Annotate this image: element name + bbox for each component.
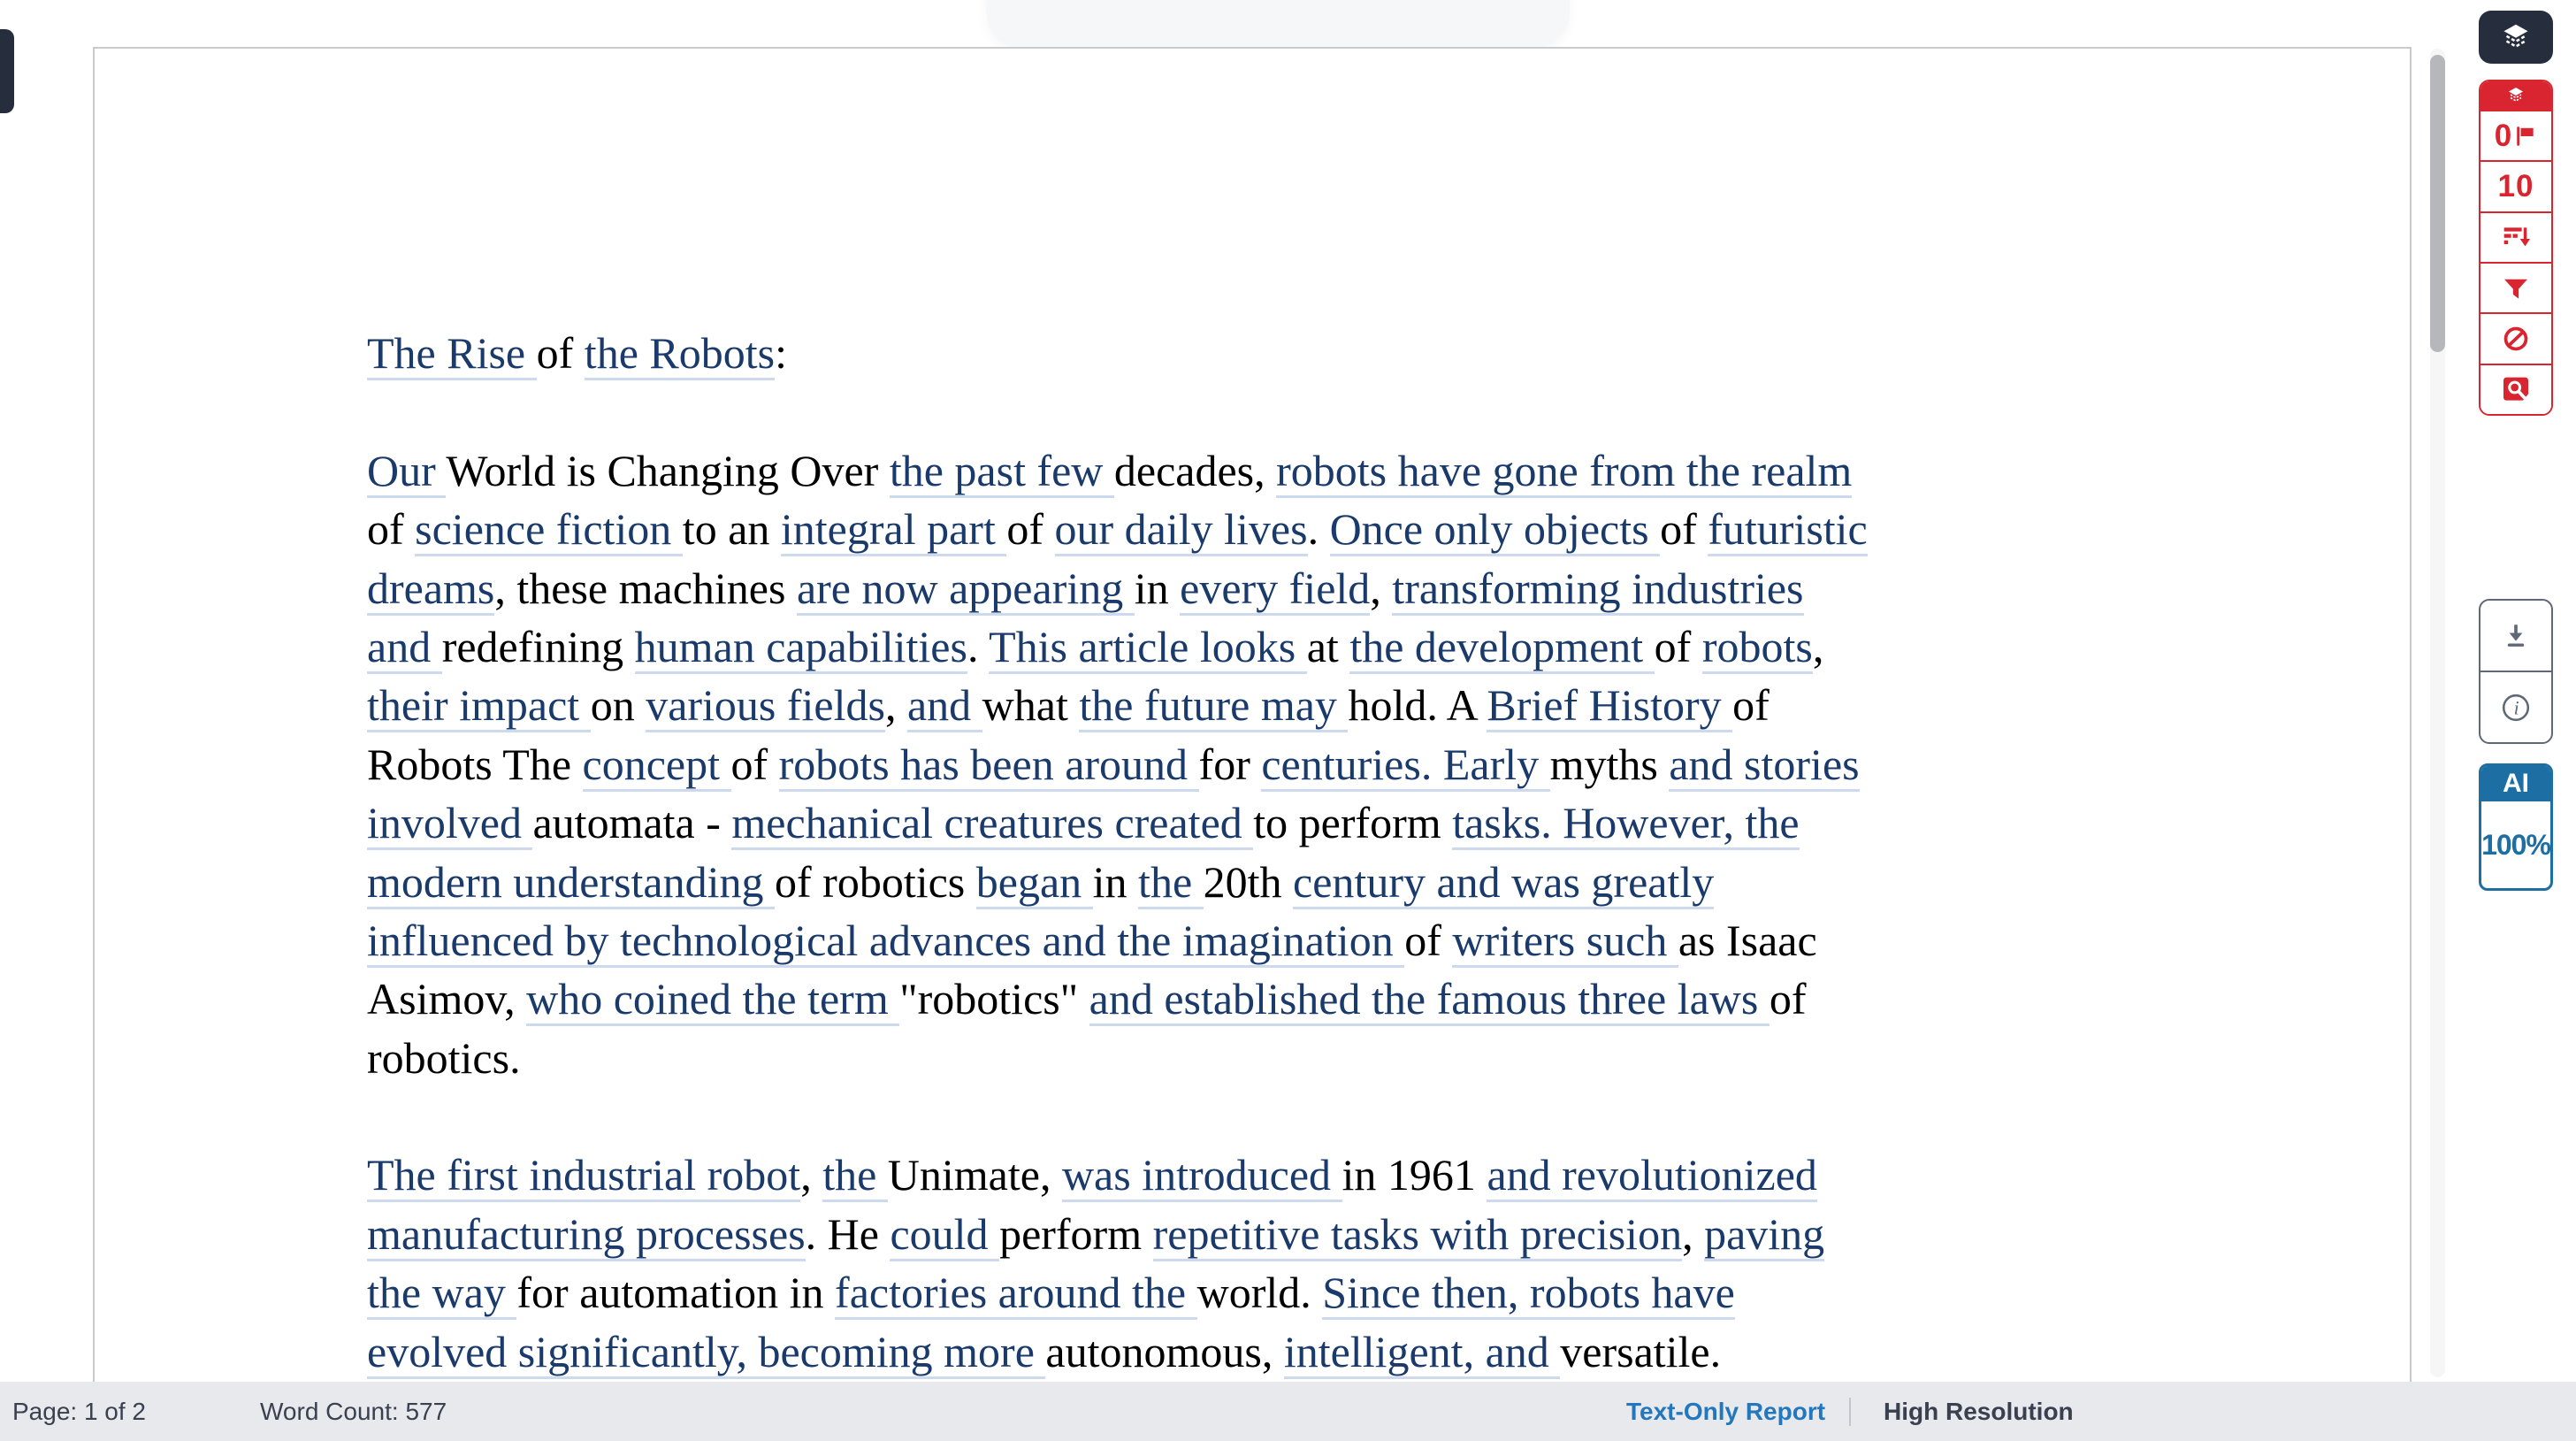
ai-highlighted-text: century and was greatly <box>1293 856 1715 907</box>
flag-icon <box>2514 124 2537 149</box>
layers-button[interactable] <box>2479 11 2553 64</box>
plain-text: myths <box>1549 739 1670 789</box>
plain-text: . <box>967 621 990 671</box>
ai-highlighted-text: could <box>890 1208 1000 1259</box>
ai-badge: AI <box>2481 766 2550 801</box>
ai-highlighted-text: our daily lives <box>1054 504 1308 555</box>
plain-text: . He <box>805 1208 891 1259</box>
ai-highlighted-text: manufacturing processes <box>367 1208 806 1259</box>
utility-panel <box>2479 599 2553 744</box>
doc-line <box>367 441 1868 500</box>
sources-overview-button[interactable] <box>2480 211 2551 262</box>
ai-highlighted-text: Brief History <box>1487 680 1733 731</box>
ai-highlighted-text: Our <box>367 445 447 495</box>
plain-text: perform <box>999 1208 1153 1259</box>
ai-highlighted-text: the future may <box>1079 680 1349 731</box>
page-indicator: Page: 1 of 2 <box>12 1398 147 1425</box>
divider <box>1849 1398 1851 1426</box>
ai-highlighted-text: dreams <box>367 563 495 613</box>
doc-line <box>367 1029 1868 1087</box>
plain-text: of <box>536 328 585 378</box>
ai-highlighted-text: centuries. Early <box>1261 739 1550 789</box>
similarity-score: 10 <box>2497 168 2534 203</box>
plain-text: , <box>1812 621 1824 671</box>
plain-text: of robotics <box>775 856 976 907</box>
document-text <box>367 324 1868 1381</box>
plain-text: to perform <box>1253 798 1453 848</box>
bottom-bar <box>0 1382 2576 1441</box>
doc-line <box>367 1205 1868 1263</box>
plain-text: redefining <box>441 621 635 671</box>
plain-text: World is Changing Over <box>446 445 890 495</box>
plain-text: Unimate, <box>887 1150 1062 1200</box>
plain-text: as Isaac <box>1678 915 1817 965</box>
ai-highlighted-text: was introduced <box>1061 1150 1342 1200</box>
plain-text: automata - <box>532 798 732 848</box>
plain-text: world. <box>1196 1268 1323 1318</box>
plain-text: for automation in <box>516 1268 836 1318</box>
plain-text: of <box>1404 915 1453 965</box>
download-icon <box>2501 621 2531 651</box>
doc-line <box>367 617 1868 676</box>
ai-highlighted-text: involved <box>367 798 533 848</box>
ai-highlighted-text: integral part <box>780 504 1007 555</box>
doc-line <box>367 1322 1868 1381</box>
plain-text: robotics. <box>367 1032 521 1083</box>
ai-highlighted-text: the past few <box>889 445 1114 495</box>
layers-icon <box>2500 22 2532 52</box>
plain-text: Asimov, <box>367 974 527 1024</box>
ai-highlighted-text: mechanical creatures created <box>731 798 1254 848</box>
plain-text: Robots The <box>367 739 583 789</box>
doc-line <box>367 676 1868 734</box>
ai-highlighted-text: and established the famous three laws <box>1089 974 1770 1024</box>
plain-text: at <box>1306 621 1350 671</box>
doc-line <box>367 559 1868 617</box>
ai-highlighted-text: human capabilities <box>634 621 967 671</box>
ai-highlighted-text: factories around the <box>835 1268 1197 1318</box>
ai-highlighted-text: writers such <box>1452 915 1678 965</box>
doc-title <box>367 324 1868 382</box>
ai-highlighted-text: concept <box>582 739 731 789</box>
exclusions-button[interactable] <box>2480 312 2551 363</box>
doc-line <box>367 1263 1868 1322</box>
plain-text: of <box>367 504 416 555</box>
flags-button[interactable] <box>2480 110 2551 160</box>
filter-icon <box>2501 275 2531 302</box>
ai-writing-panel[interactable] <box>2479 763 2553 891</box>
plain-text: for <box>1198 739 1262 789</box>
text-only-report-link[interactable]: Text-Only Report <box>1626 1398 1826 1425</box>
info-button[interactable] <box>2480 671 2551 742</box>
plain-text: , <box>884 680 907 731</box>
ai-highlighted-text: the <box>822 1150 888 1200</box>
ai-highlighted-text: the development <box>1349 621 1655 671</box>
ai-highlighted-text: This article looks <box>989 621 1307 671</box>
ai-highlighted-text: transforming industries <box>1392 563 1804 613</box>
plain-text: of <box>1660 504 1708 555</box>
ai-highlighted-text: robots have gone from the realm <box>1276 445 1853 495</box>
doc-paragraph-1 <box>367 441 1868 1087</box>
ai-highlighted-text: the <box>1138 856 1204 907</box>
info-icon <box>2500 692 2532 724</box>
ai-highlighted-text: began <box>975 856 1093 907</box>
ai-highlighted-text: robots has been around <box>778 739 1199 789</box>
scrollbar-thumb[interactable] <box>2430 55 2445 352</box>
ai-highlighted-text: robots <box>1701 621 1813 671</box>
ai-highlighted-text: paving <box>1704 1208 1825 1259</box>
ai-highlighted-text: and <box>906 680 982 731</box>
plain-text: of <box>1654 621 1702 671</box>
filter-button[interactable] <box>2480 262 2551 312</box>
doc-line <box>367 793 1868 852</box>
ai-highlighted-text: the way <box>367 1268 517 1318</box>
ai-highlighted-text: the Robots <box>584 328 776 378</box>
plain-text: . <box>1307 504 1330 555</box>
doc-line <box>367 970 1868 1028</box>
doc-line <box>367 911 1868 970</box>
plain-text: , <box>1370 563 1393 613</box>
ai-highlighted-text: and revolutionized <box>1487 1150 1817 1200</box>
plain-text: of <box>1732 680 1770 731</box>
plain-text: of <box>1769 974 1807 1024</box>
plain-text: what <box>982 680 1080 731</box>
ai-highlighted-text: modern understanding <box>367 856 776 907</box>
plain-text: of <box>730 739 779 789</box>
plain-text: in <box>1134 563 1181 613</box>
similarity-score-button[interactable] <box>2480 160 2551 211</box>
similarity-layers-header[interactable] <box>2480 81 2551 110</box>
ai-highlighted-text: every field <box>1180 563 1371 613</box>
ai-highlighted-text: futuristic <box>1708 504 1868 555</box>
left-panel-tab[interactable] <box>0 29 14 113</box>
plain-text: hold. A <box>1348 680 1487 731</box>
ai-highlighted-text: Once only objects <box>1329 504 1661 555</box>
doc-line <box>367 500 1868 558</box>
search-repositories-button[interactable] <box>2480 364 2551 414</box>
svg-text:i: i <box>2513 697 2519 718</box>
ai-highlighted-text: The Rise <box>367 328 537 378</box>
ai-highlighted-text: who coined the term <box>526 974 900 1024</box>
plain-text: on <box>590 680 646 731</box>
ai-highlighted-text: Since then, robots have <box>1322 1268 1735 1318</box>
word-count: Word Count: 577 <box>260 1398 447 1425</box>
ai-highlighted-text: tasks. However, the <box>1452 798 1800 848</box>
plain-text: in <box>1092 856 1139 907</box>
ai-highlighted-text: evolved significantly, becoming more <box>367 1326 1046 1376</box>
ai-highlighted-text: are now appearing <box>796 563 1135 613</box>
exclusions-icon <box>2501 325 2531 353</box>
ai-highlighted-text: various fields <box>646 680 885 731</box>
plain-text: , <box>800 1150 823 1200</box>
sources-overview-icon <box>2501 223 2531 251</box>
layers-icon <box>2505 86 2526 105</box>
high-resolution-label: High Resolution <box>1884 1398 2074 1425</box>
ai-highlighted-text: and <box>367 621 442 671</box>
ai-highlighted-text: their impact <box>367 680 591 731</box>
doc-line <box>367 853 1868 911</box>
plain-text: versatile. <box>1560 1326 1722 1376</box>
download-button[interactable] <box>2480 601 2551 671</box>
plain-text: 20th <box>1203 856 1294 907</box>
doc-line <box>367 1146 1868 1204</box>
ai-highlighted-text: and stories <box>1669 739 1860 789</box>
plain-text: to an <box>682 504 781 555</box>
ai-highlighted-text: influenced by technological advances and the imagination <box>367 915 1405 965</box>
plain-text: of <box>1006 504 1055 555</box>
ai-score: 100% <box>2481 828 2550 861</box>
plain-text: : <box>775 328 787 378</box>
plain-text: decades, <box>1113 445 1277 495</box>
plain-text: "robotics" <box>899 974 1089 1024</box>
ai-highlighted-text: science fiction <box>415 504 683 555</box>
similarity-panel <box>2479 80 2553 416</box>
flags-count: 0 <box>2494 118 2513 153</box>
ai-highlighted-text: intelligent, and <box>1283 1326 1561 1376</box>
doc-paragraph-2 <box>367 1146 1868 1381</box>
ai-highlighted-text: The first industrial robot <box>367 1150 801 1200</box>
doc-line <box>367 324 1868 382</box>
plain-text: autonomous, <box>1045 1326 1284 1376</box>
doc-line <box>367 735 1868 793</box>
plain-text: , these machines <box>494 563 797 613</box>
ai-highlighted-text: repetitive tasks with precision <box>1152 1208 1683 1259</box>
top-toolbar-shadow <box>986 0 1570 48</box>
plain-text: in 1961 <box>1342 1150 1487 1200</box>
search-repositories-icon <box>2502 375 2530 403</box>
plain-text: , <box>1682 1208 1705 1259</box>
